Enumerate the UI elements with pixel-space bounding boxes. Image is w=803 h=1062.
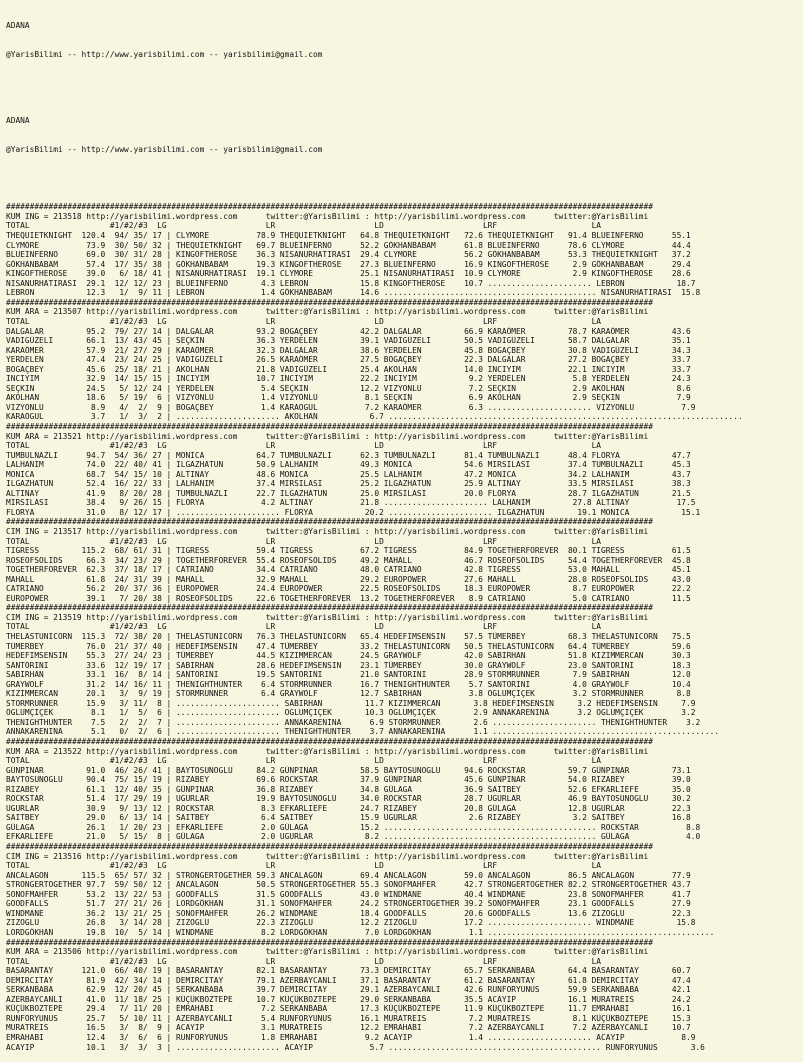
result-row: KARAÖMER 57.9 21/ 27/ 29 | KARAÖMER 32.3 DALGALAR 38.6 YERDELEN 45.8 BOGAÇBEY 30.8 VADIGÜZELI 34.3 — [6, 345, 691, 355]
result-row: EUROPOWER 39.1 7/ 20/ 38 | ROSEOFSOLIDS 22.6 TOGETHERFOREVER 13.2 TOGETHERFOREVER 8.9 CATRIANO 5.0 CATRIANO 11.5 — [6, 593, 691, 603]
race-header: KUM ARA = 213521 http://yarisbilimi.wordpress.com twitter:@YarisBilimi : http://yarisbilimi.wordpress.com twitter:@YarisBilimi — [6, 431, 649, 441]
result-row: MURATREIS 16.5 3/ 8/ 9 | ACAYIP 3.1 MURATREIS 12.2 EMRAHABI 7.2 AZERBAYCANLI 7.2 AZERBAYCANLI 10.7 — [6, 1023, 691, 1033]
result-row: LALHANIM 74.0 22/ 40/ 41 | ILGAZHATUN 50.9 LALHANIM 49.3 MONICA 54.6 MIRSILASI 37.4 TUMBULNAZLI 45.3 — [6, 460, 691, 470]
result-row: THELASTUNICORN 115.3 72/ 38/ 20 | THELASTUNICORN 76.3 THELASTUNICORN 65.4 HEDEFIMSENSIN 57.5 TÜMERBEY 68.3 THELASTUNICORN 75.5 — [6, 632, 691, 641]
result-row: ROSEOFSOLIDS 66.3 34/ 23/ 29 | TOGETHERFOREVER 55.4 ROSEOFSOLIDS 49.2 MAHALL 46.7 ROSEOFSOLIDS 54.4 TOGETHERFOREVER 45.8 — [6, 555, 691, 565]
result-row: MONICA 68.7 54/ 15/ 10 | ALTINAY 48.6 MONICA 25.5 LALHANIM 47.2 MONICA 34.2 LALHANIM 43.7 — [6, 469, 691, 479]
race-blocks — [6, 202, 797, 1052]
separator-line: ######################################################################################################################################### — [6, 737, 653, 747]
result-row: SAITBEY 29.0 6/ 13/ 14 | SAITBEY 6.4 SAITBEY 15.9 UGURLAR 2.6 RIZABEY 3.2 SAITBEY 16.8 — [6, 813, 691, 823]
result-row: SEÇKIN 24.5 5/ 12/ 24 | YERDELEN 5.4 SEÇKIN 12.2 VIZYONLU 7.2 SEÇKIN 2.9 AKOLHAN 8.6 — [6, 383, 691, 393]
separator-line: ######################################################################################################################################### — [6, 603, 653, 613]
race-header: KUM ARA = 213506 http://yarisbilimi.wordpress.com twitter:@YarisBilimi : http://yarisbilimi.wordpress.com twitter:@YarisBilimi — [6, 947, 649, 957]
result-row: SABIRHAN 33.1 16/ 8/ 14 | SANTORINI 19.5 SANTORINI 21.0 SANTORINI 28.9 STORMRUNNER 7.9 SABIRHAN 12.0 — [6, 670, 691, 680]
result-row: NISANURHATIRASI 29.1 12/ 12/ 23 | BLUEINFERNO 4.3 LEBRON 15.8 KINGOFTHEROSE 10.7 ...................... LEBRON 18.7 — [6, 278, 696, 288]
result-row: STORMRUNNER 15.9 3/ 11/ 8 | ...................... SABIRHAN 11.7 KIZIMMERCAN 3.8 HEDEFIMSENSIN 3.2 HEDEFIMSENSIN 7.9 — [6, 698, 696, 708]
result-row: DEMIRCITAY 81.9 42/ 34/ 14 | DEMIRCITAY 79.1 AZERBAYCANLI 37.1 BASARANTAY 61.2 BASARANTAY 61.8 DEMIRCITAY 47.4 — [6, 975, 691, 985]
result-row: SANTORINI 33.6 12/ 19/ 17 | SABIRHAN 28.6 HEDEFIMSENSIN 23.1 TÜMERBEY 30.0 GRAYWOLF 23.0 SANTORINI 18.3 — [6, 660, 691, 670]
separator-line: ######################################################################################################################################### — [6, 517, 653, 527]
result-row: BOGAÇBEY 45.6 25/ 18/ 21 | AKOLHAN 21.8 VADIGÜZELI 25.4 AKOLHAN 14.0 INCIYIM 22.1 INCIYIM 33.7 — [6, 364, 691, 374]
result-row: DALGALAR 95.2 79/ 27/ 14 | DALGALAR 93.2 BOGAÇBEY 42.2 DALGALAR 66.9 KARAÖMER 78.7 KARAÖMER 43.6 — [6, 326, 691, 336]
result-row: THENIGHTHUNTER 7.5 2/ 2/ 7 | ...................... ANNAKARENINA 6.9 STORMRUNNER 2.6 ...................... THENIGHTHUNTER 3.2 — [6, 717, 701, 727]
result-row: AKOLHAN 18.6 5/ 19/ 6 | VIZYONLU 1.4 VIZYONLU 8.1 SEÇKIN 6.9 AKOLHAN 2.9 SEÇKIN 7.9 — [6, 393, 691, 403]
result-row: GÜNPINAR 91.0 46/ 26/ 41 | BAYTOSUNOGLU 84.2 GÜNPINAR 58.5 BAYTOSUNOGLU 94.6 ROCKSTAR 59.7 GÜNPINAR 73.1 — [6, 765, 691, 775]
result-row: VIZYONLU 8.9 4/ 2/ 9 | BOGAÇBEY 1.4 KARAOGUL 7.2 KARAÖMER 6.3 ...................... VIZYONLU 7.9 — [6, 402, 696, 412]
separator-line: ######################################################################################################################################### — [6, 421, 653, 431]
result-row: MAHALL 61.8 24/ 31/ 39 | MAHALL 32.9 MAHALL 29.2 EUROPOWER 27.6 MAHALL 28.0 ROSEOFSOLIDS 43.0 — [6, 574, 691, 584]
result-row: INCIYIM 32.9 14/ 15/ 15 | INCIYIM 10.7 INCIYIM 22.2 INCIYIM 9.2 YERDELEN 5.8 YERDELEN 24.3 — [6, 374, 691, 384]
result-row: OGLUMÇIÇEK 8.1 1/ 5/ 6 | ...................... OGLUMÇIÇEK 10.3 OGLUMÇIÇEK 2.9 ANNAKARENINA 3.2 OGLUMÇIÇEK 3.2 — [6, 708, 696, 718]
document-title: ADANA — [6, 21, 30, 31]
blank-gap — [6, 78, 797, 97]
result-row: KIZIMMERCAN 20.1 3/ 9/ 19 | STORMRUNNER 6.4 GRAYWOLF 12.7 SABIRHAN 3.8 OGLUMÇIÇEK 3.2 STORMRUNNER 8.8 — [6, 689, 691, 699]
result-row: WINDMANE 36.2 13/ 21/ 25 | SONOFMAHFER 26.2 WINDMANE 18.4 GOODFALLS 20.6 GOODFALLS 13.6 ZIZOGLU 22.3 — [6, 908, 691, 918]
result-row: EMRAHABI 12.4 3/ 6/ 6 | RUNFORYUNUS 1.8 EMRAHABI 9.2 ACAYIP 1.4 ...................... ACAYIP 8.9 — [6, 1032, 696, 1042]
result-row: ALTINAY 41.9 8/ 20/ 28 | TUMBULNAZLI 22.7 ILGAZHATUN 25.0 MIRSILASI 20.0 FLORYA 28.7 ILGAZHATUN 21.5 — [6, 488, 691, 498]
separator-line: ######################################################################################################################################### — [6, 937, 653, 947]
result-row: AZERBAYCANLI 41.0 11/ 18/ 25 | KÜÇÜKBOZTEPE 10.7 KÜÇÜKBOZTEPE 29.0 SERKANBABA 35.5 ACAYIP 16.1 MURATREIS 24.2 — [6, 994, 691, 1004]
result-row: BASARANTAY 121.0 66/ 40/ 19 | BASARANTAY 82.1 BASARANTAY 73.3 DEMIRCITAY 65.7 SERKANBABA 64.4 BASARANTAY 60.7 — [6, 966, 691, 976]
result-row: THEQUIETKNIGHT 120.4 94/ 35/ 17 | CLYMORE 78.9 THEQUIETKNIGHT 64.8 THEQUIETKNIGHT 72.6 THEQUIETKNIGHT 91.4 BLUEINFERNO 55.1 — [6, 231, 691, 241]
column-headers: TOTAL #1/#2/#3 LG LR LD LRF LA — [6, 956, 602, 966]
column-headers: TOTAL #1/#2/#3 LG LR LD LRF LA — [6, 316, 602, 326]
result-row: YERDELEN 47.4 23/ 24/ 25 | VADIGÜZELI 26.5 KARAÖMER 27.5 BOGAÇBEY 22.3 DALGALAR 27.2 BOGAÇBEY 33.7 — [6, 355, 691, 365]
race-header: KUM ARA = 213522 http://yarisbilimi.wordpress.com twitter:@YarisBilimi : http://yarisbilimi.wordpress.com twitter:@YarisBilimi — [6, 746, 649, 756]
result-row: BLUEINFERNO 69.0 30/ 31/ 28 | KINGOFTHEROSE 36.3 NISANURHATIRASI 29.4 CLYMORE 56.2 GÖKHANBABAM 53.3 THEQUIETKNIGHT 37.2 — [6, 250, 691, 260]
result-row: GÖKHANBABAM 57.4 17/ 35/ 38 | GÖKHANBABAM 19.3 KINGOFTHEROSE 27.3 BLUEINFERNO 16.9 KINGOFTHEROSE 2.9 GÖKHANBABAM 29.4 — [6, 259, 691, 269]
race-header: KUM ING = 213518 http://yarisbilimi.wordpress.com twitter:@YarisBilimi : http://yarisbilimi.wordpress.com twitter:@YarisBilimi — [6, 211, 649, 221]
separator-line: ######################################################################################################################################### — [6, 202, 653, 212]
result-row: FLORYA 31.0 8/ 12/ 17 | ...................... FLORYA 20.2 ...................... ILGAZHATUN 19.1 MONICA 15.1 — [6, 507, 701, 517]
document-title-repeat: ADANA — [6, 116, 30, 126]
race-header: KUM ARA = 213507 http://yarisbilimi.wordpress.com twitter:@YarisBilimi : http://yarisbilimi.wordpress.com twitter:@YarisBilimi — [6, 307, 649, 317]
column-headers: TOTAL #1/#2/#3 LG LR LD LRF LA — [6, 756, 602, 766]
column-headers: TOTAL #1/#2/#3 LG LR LD LRF LA — [6, 536, 602, 546]
result-row: RUNFORYUNUS 25.7 5/ 10/ 11 | AZERBAYCANLI 5.4 RUNFORYUNUS 16.1 MURATREIS 7.2 MURATREIS 8.1 KÜÇÜKBOZTEPE 15.3 — [6, 1013, 691, 1023]
result-row: TIGRESS 115.2 68/ 61/ 31 | TIGRESS 59.4 TIGRESS 67.2 TIGRESS 84.9 TOGETHERFOREVER 80.1 TIGRESS 61.5 — [6, 546, 691, 556]
column-headers: TOTAL #1/#2/#3 LG LR LD LRF LA — [6, 622, 602, 632]
result-row: RIZABEY 61.1 12/ 40/ 35 | GÜNPINAR 36.8 RIZABEY 34.8 GÜLAGA 36.9 SAITBEY 52.6 EFKARLIEFE 35.0 — [6, 784, 691, 794]
result-row: ILGAZHATUN 52.4 16/ 22/ 33 | LALHANIM 37.4 MIRSILASI 25.2 ILGAZHATUN 25.9 ALTINAY 33.5 MIRSILASI 38.3 — [6, 479, 691, 489]
race-header: CIM ING = 213519 http://yarisbilimi.wordpress.com twitter:@YarisBilimi : http://yarisbilimi.wordpress.com twitter:@YarisBilimi — [6, 612, 649, 622]
result-row: UGURLAR 30.9 9/ 13/ 12 | ROCKSTAR 8.3 EFKARLIEFE 24.7 RIZABEY 20.8 GÜLAGA 12.8 UGURLAR 22.3 — [6, 803, 691, 813]
result-row: SONOFMAHFER 53.2 13/ 22/ 53 | GOODFALLS 31.5 GOODFALLS 43.0 WINDMANE 40.4 WINDMANE 23.8 SONOFMAHFER 41.7 — [6, 889, 691, 899]
result-row: STRONGERTOGETHER 97.7 59/ 50/ 12 | ANCALAGON 50.5 STRONGERTOGETHER 55.3 SONOFMAHFER 42.7 STRONGERTOGETHER 82.2 STRONGERTOGETHER 43.7 — [6, 880, 691, 890]
result-row: KINGOFTHEROSE 39.0 6/ 18/ 41 | NISANURHATIRASI 19.1 CLYMORE 25.1 NISANURHATIRASI 10.9 CLYMORE 2.9 KINGOFTHEROSE 28.6 — [6, 269, 691, 279]
result-row: MIRSILASI 38.4 9/ 26/ 15 | FLORYA 4.2 ALTINAY 21.8 ...................... LALHANIM 27.8 ALTINAY 17.5 — [6, 498, 696, 508]
result-row: TOGETHERFOREVER 62.3 37/ 18/ 17 | CATRIANO 34.4 CATRIANO 48.0 CATRIANO 42.8 TIGRESS 53.0 MAHALL 45.1 — [6, 565, 691, 575]
column-headers: TOTAL #1/#2/#3 LG LR LD LRF LA — [6, 441, 602, 451]
result-row: GRAYWOLF 31.2 14/ 16/ 11 | THENIGHTHUNTER 6.4 STORMRUNNER 16.7 THENIGHTHUNTER 5.7 SANTORINI 4.0 GRAYWOLF 10.4 — [6, 679, 691, 689]
race-header: CIM ING = 213516 http://yarisbilimi.wordpress.com twitter:@YarisBilimi : http://yarisbilimi.wordpress.com twitter:@YarisBilimi — [6, 851, 649, 861]
document-byline: @YarisBilimi -- http://www.yarisbilimi.com -- yarisbilimi@gmail.com — [6, 49, 323, 59]
separator-line: ######################################################################################################################################### — [6, 297, 653, 307]
result-row: KÜÇÜKBOZTEPE 29.4 7/ 11/ 20 | EMRAHABI 7.2 SERKANBABA 17.3 KÜÇÜKBOZTEPE 11.9 KÜÇÜKBOZTEPE 11.7 EMRAHABI 16.1 — [6, 1004, 691, 1014]
result-row: TÜMERBEY 76.0 21/ 37/ 40 | HEDEFIMSENSIN 47.4 TÜMERBEY 33.2 THELASTUNICORN 50.5 THELASTUNICORN 64.4 TÜMERBEY 59.6 — [6, 641, 691, 651]
result-row: VADIGÜZELI 66.1 13/ 43/ 45 | SEÇKIN 36.3 YERDELEN 39.1 VADIGÜZELI 50.5 VADIGÜZELI 58.7 DALGALAR 35.1 — [6, 336, 691, 346]
result-row: EFKARLIEFE 21.0 5/ 15/ 8 | GÜLAGA 2.0 UGURLAR 8.2 ............................................. GÜLAGA 4.0 — [6, 832, 701, 842]
separator-line: ######################################################################################################################################### — [6, 842, 653, 852]
blank-line — [6, 174, 797, 184]
result-row: CLYMORE 73.9 30/ 50/ 32 | THEQUIETKNIGHT 69.7 BLUEINFERNO 52.2 GÖKHANBABAM 61.8 BLUEINFERNO 78.6 CLYMORE 44.4 — [6, 240, 691, 250]
document-byline-repeat: @YarisBilimi -- http://www.yarisbilimi.com -- yarisbilimi@gmail.com — [6, 145, 323, 155]
result-row: SERKANBABA 62.9 12/ 20/ 45 | SERKANBABA 39.7 DEMIRCITAY 29.1 AZERBAYCANLI 42.6 RUNFORYUNUS 59.9 SERKANBABA 42.1 — [6, 985, 691, 995]
result-row: ZIZOGLU 26.8 3/ 14/ 28 | ZIZOGLU 22.3 ZIZOGLU 12.2 ZIZOGLU 17.2 ...................... WINDMANE 15.8 — [6, 918, 696, 928]
result-row: TUMBULNAZLI 94.7 54/ 36/ 27 | MONICA 64.7 TUMBULNAZLI 62.3 TUMBULNAZLI 81.4 TUMBULNAZLI 48.4 FLORYA 47.7 — [6, 450, 691, 460]
result-row: GOODFALLS 51.7 27/ 21/ 26 | LORDGÖKHAN 31.1 SONOFMAHFER 24.2 STRONGERTOGETHER 39.2 SONOFMAHFER 23.1 GOODFALLS 27.9 — [6, 899, 691, 909]
result-row: HEDEFIMSENSIN 55.3 27/ 24/ 23 | TÜMERBEY 44.5 KIZIMMERCAN 24.5 GRAYWOLF 42.0 SABIRHAN 51.8 KIZIMMERCAN 30.3 — [6, 651, 691, 661]
result-row: LORDGÖKHAN 19.8 10/ 5/ 14 | WINDMANE 8.2 LORDGÖKHAN 7.0 LORDGÖKHAN 1.1 ................................................ — [6, 927, 715, 937]
race-header: CIM ING = 213517 http://yarisbilimi.wordpress.com twitter:@YarisBilimi : http://yarisbilimi.wordpress.com twitter:@YarisBilimi — [6, 526, 649, 536]
result-row: BAYTOSUNOGLU 90.4 75/ 15/ 19 | RIZABEY 69.6 ROCKSTAR 37.9 GÜNPINAR 45.6 GÜNPINAR 54.0 RIZABEY 39.0 — [6, 775, 691, 785]
result-row: ANNAKARENINA 5.1 0/ 2/ 6 | ...................... THENIGHTHUNTER 3.7 ANNAKARENINA 1.1 ................................................ — [6, 727, 720, 737]
column-headers: TOTAL #1/#2/#3 LG LR LD LRF LA — [6, 221, 602, 231]
result-row: GÜLAGA 26.1 1/ 20/ 23 | EFKARLIEFE 2.0 GÜLAGA 15.2 ............................................. ROCKSTAR 8.8 — [6, 822, 701, 832]
result-row: ROCKSTAR 51.4 17/ 29/ 19 | UGURLAR 19.9 BAYTOSUNOGLU 34.0 ROCKSTAR 28.7 UGURLAR 46.9 BAYTOSUNOGLU 30.2 — [6, 794, 691, 804]
result-row: ACAYIP 10.1 3/ 3/ 3 | ...................... ACAYIP 5.7 ............................................. RUNFORYUNUS 3.6 — [6, 1042, 705, 1052]
result-row: KARAOGUL 3.7 1/ 3/ 2 | ...................... AKOLHAN 6.7 ........................................................................... — [6, 412, 743, 422]
result-row: ANCALAGON 115.5 65/ 57/ 32 | STRONGERTOGETHER 59.3 ANCALAGON 69.4 ANCALAGON 59.0 ANCALAGON 86.5 ANCALAGON 77.9 — [6, 870, 691, 880]
column-headers: TOTAL #1/#2/#3 LG LR LD LRF LA — [6, 861, 602, 871]
result-row: LEBRON 12.3 1/ 9/ 11 | LEBRON 1.4 GÖKHANBABAM 14.6 ............................................. NISANURHATIRASI 15.8 — [6, 288, 701, 298]
result-row: CATRIANO 56.2 20/ 37/ 36 | EUROPOWER 24.4 EUROPOWER 22.5 ROSEOFSOLIDS 18.3 EUROPOWER 8.7 EUROPOWER 22.2 — [6, 584, 691, 594]
